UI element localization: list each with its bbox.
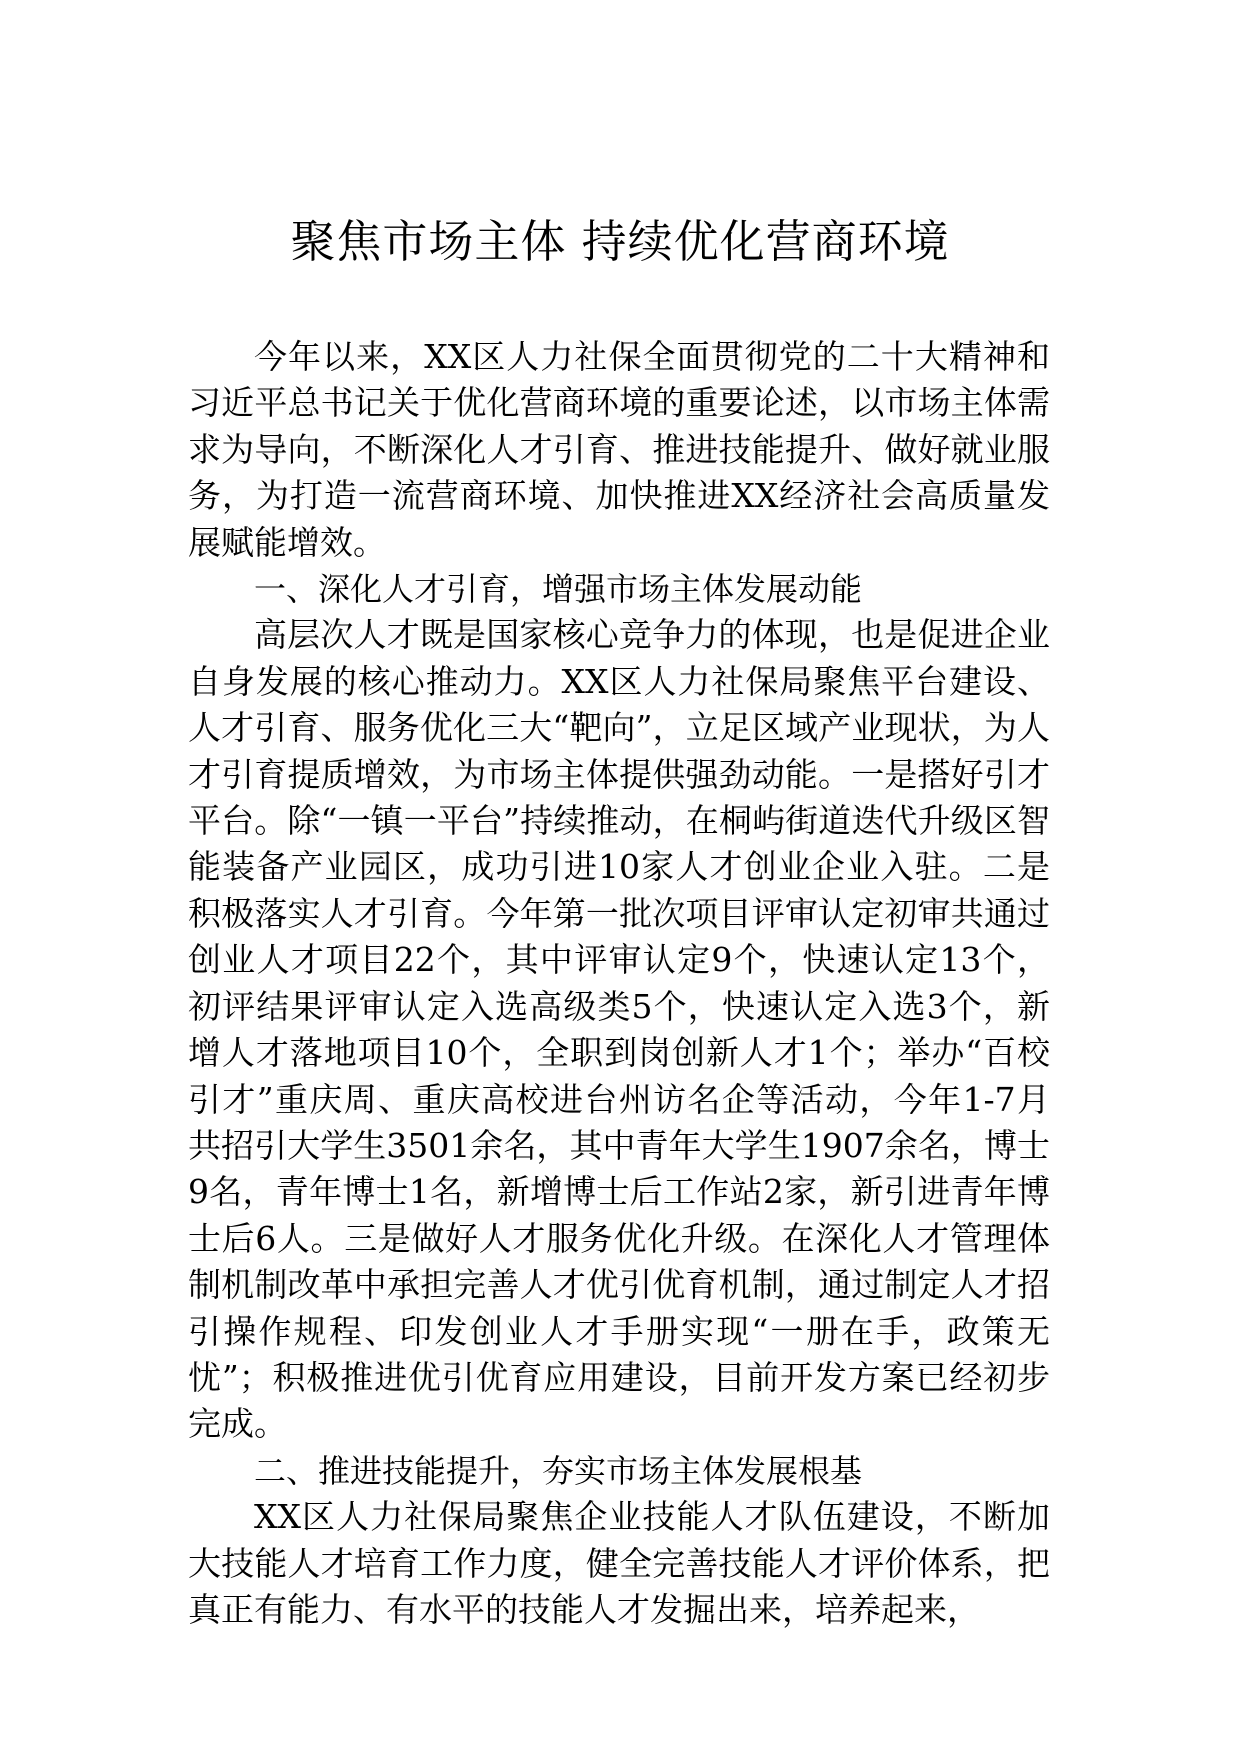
document-body: [188, 334, 1050, 1633]
intro-paragraph: 今年以来，XX区人力社保全面贯彻党的二十大精神和习近平总书记关于优化营商环境的重要论述，以市场主体需求为导向，不断深化人才引育、推进技能提升、做好就业服务，为打造一流营商环境、加快推进XX经济社会高质量发展赋能增效。: [188, 337, 1050, 562]
section-heading-2: 二、推进技能提升，夯实市场主体发展根基: [254, 1451, 863, 1490]
section-heading-1: 一、深化人才引育，增强市场主体发展动能: [254, 570, 863, 609]
document-title: 聚焦市场主体 持续优化营商环境: [290, 215, 950, 268]
section-1-paragraph: 高层次人才既是国家核心竞争力的体现，也是促进企业自身发展的核心推动力。XX区人力社保局聚焦平台建设、人才引育、服务优化三大“靶向”，立足区域产业现状，为人才引育提质增效，为市场主体提供强劲动能。一是搭好引才平台。除“一镇一平台”持续推动，在桐屿街道迭代升级区智能装备产业园区，成功引进10家人才创业企业入驻。二是积极落实人才引育。今年第一批次项目评审认定初审共通过创业人才项目22个，其中评审认定9个，快速认定13个，初评结果评审认定入选高级类5个，快速认定入选3个，新增人才落地项目10个，全职到岗创新人才1个；举办“百校引才”重庆周、重庆高校进台州访名企等活动，今年1-7月 共招引大学生3501余名，其中青年大学生1907余名，博士9名，青年博士1名，新增博士后工作站2家，新引进青年博士后6人。三是做好人才服务优化升级。在深化人才管理体制机制改革中承担完善人才优引优育机制，通过制定人才招引操作规程、印发创业人才手册实现“一册在手，政策无忧”；积极推进优引优育应用建设，目前开发方案已经初步完成。: [188, 615, 1050, 1444]
section-2-paragraph: XX区人力社保局聚焦企业技能人才队伍建设，不断加大技能人才培育工作力度，健全完善技能人才评价体系，把真正有能力、有水平的技能人才发掘出来，培养起来，: [188, 1497, 1050, 1629]
